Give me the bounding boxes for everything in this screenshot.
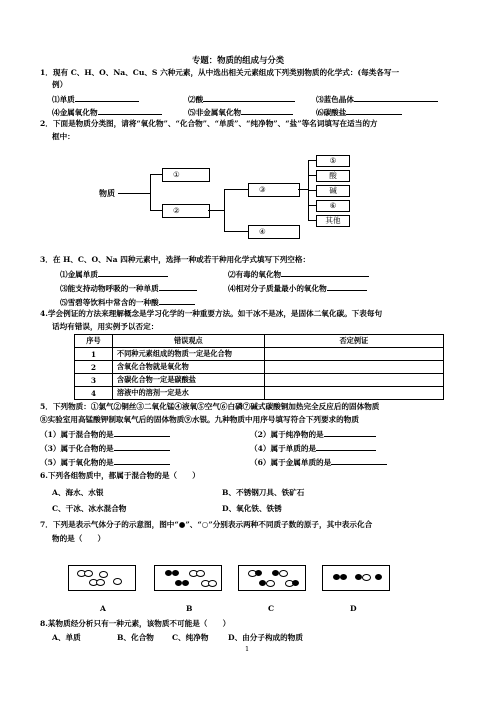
- q1-text-line2: 例）: [52, 80, 68, 89]
- q4-text-line2: 话均有错误，用实例予以否定：: [52, 322, 159, 331]
- diagram-leaf-2: 酸: [316, 170, 350, 182]
- q5-text-line2: ⑧实验室用高锰酸钾制取氧气后的固体物质⑨水银。九种物质中用序号填写符合下列要求的物质: [40, 415, 359, 424]
- answer-blank[interactable]: [114, 428, 170, 437]
- diagram-box-4[interactable]: ④: [248, 225, 300, 239]
- q4-text-line1: 4.学会例证的方法来理解概念是学习化学的一种重要方法。如干冰不是冰，是固体二氧化碳。下表每句: [40, 309, 383, 318]
- q2-text-line1: 2．下面是物质分类图，请将“氧化物”、“化合物”、“单质”、“纯净物”、“盐”等名词填写在适当的方: [40, 119, 378, 128]
- q3-text-line1: 3．在 H、C、O、Na 四种元素中，选择一种或若干种用化学式填写下列空格：: [40, 255, 311, 264]
- table-row: 2 含氧化合物就是氧化物: [75, 361, 444, 374]
- q6-option-b[interactable]: B、不锈钢刀具、铁矿石: [222, 488, 305, 497]
- answer-blank[interactable]: [114, 442, 170, 451]
- answer-blank[interactable]: [241, 106, 293, 115]
- answer-cell[interactable]: [264, 374, 443, 387]
- answer-cell[interactable]: [264, 348, 443, 361]
- q8-option-d[interactable]: D、由分子构成的物质: [228, 633, 303, 642]
- diagram-leaf-4[interactable]: ⑥: [316, 200, 350, 212]
- table-row: 1 不同种元素组成的物质一定是化合物: [75, 348, 444, 361]
- answer-blank[interactable]: [98, 106, 162, 115]
- answer-cell[interactable]: [264, 361, 443, 374]
- answer-blank[interactable]: [316, 442, 376, 451]
- molecule-diagram-a[interactable]: [68, 565, 136, 591]
- answer-blank[interactable]: [75, 93, 139, 102]
- answer-blank[interactable]: [281, 268, 369, 277]
- q5-item-2: （2）属于纯净物的是: [250, 428, 376, 440]
- q8-option-c[interactable]: C、纯净物: [172, 633, 209, 642]
- q5-item-1: （1）属于混合物的是: [40, 428, 170, 440]
- page-number: 1: [245, 645, 250, 653]
- q1-item-2: ⑵酸: [188, 93, 295, 105]
- diagram-root-label: 物质: [99, 188, 115, 198]
- answer-cell[interactable]: [264, 387, 443, 400]
- q7-label-b: B: [186, 604, 193, 613]
- header-error: 错误观点: [112, 335, 264, 348]
- diagram-leaf-5: 其他: [316, 215, 350, 227]
- q1-item-4: ⑷金属氧化物: [52, 106, 162, 118]
- q1-item-3: ⑶蓝色晶体: [316, 93, 438, 105]
- table-row: 4 溶液中的溶剂一定是水: [75, 387, 444, 400]
- q8-text-line1: 8.某物质经分析只有一种元素，该物质不可能是（ ）: [40, 619, 231, 628]
- q6-option-a[interactable]: A、海水、水银: [52, 488, 104, 497]
- answer-blank[interactable]: [346, 106, 402, 115]
- q8-option-a[interactable]: A、单质: [52, 633, 81, 642]
- answer-blank[interactable]: [114, 456, 170, 465]
- q5-item-3: （3）属于化合物的是: [40, 442, 170, 454]
- diagram-box-2[interactable]: ②: [162, 204, 210, 218]
- answer-blank[interactable]: [327, 282, 367, 291]
- error-table: [74, 334, 444, 400]
- answer-blank[interactable]: [159, 282, 197, 291]
- page-title: 专题：物质的组成与分类: [192, 55, 285, 65]
- answer-blank[interactable]: [203, 93, 295, 102]
- q1-item-1: ⑴单质: [52, 93, 139, 105]
- header-counter: 否定例证: [264, 335, 443, 348]
- q6-text-line1: 6.下列各组物质中，都属于混合物的是（ ）: [40, 471, 200, 480]
- q5-text-line1: 5．下列物质：①氯气②铜丝③二氧化锰④液氧⑤空气⑥白磷⑦碱式碳酸铜加热完全反应后的固体物质: [40, 402, 380, 411]
- q8-option-b[interactable]: B、化合物: [117, 633, 154, 642]
- molecule-diagram-b[interactable]: [154, 565, 222, 591]
- answer-blank[interactable]: [98, 268, 168, 277]
- q1-item-6: ⑹碳酸盐: [316, 106, 402, 118]
- q5-item-6: （6）属于金属单质的是: [250, 456, 387, 468]
- q5-item-4: （4）属于单质的是: [250, 442, 376, 454]
- diagram-leaf-1[interactable]: ⑤: [316, 155, 350, 167]
- q3-item-5: ⑸雪碧等饮料中常含的一种酸: [60, 296, 195, 308]
- answer-blank[interactable]: [354, 93, 438, 102]
- q7-label-c: C: [268, 604, 275, 613]
- table-row: 3 含碳化合物一定是碳酸盐: [75, 374, 444, 387]
- q7-label-a: A: [100, 604, 106, 613]
- q1-text-line1: 1．现有 C、H、O、Na、Cu、S 六种元素，从中选出相关元素组成下列类别物质的化学式：(每类各写一: [40, 68, 400, 77]
- q6-option-c[interactable]: C、干冰、冰水混合物: [52, 504, 127, 513]
- header-no: 序号: [75, 335, 113, 348]
- q7-text-line1: 7．下列是表示气体分子的示意图，图中“●”、“○”分别表示两种不同质子数的原子，其中表示化合: [40, 520, 373, 529]
- molecule-diagram-d[interactable]: [322, 565, 390, 591]
- q6-option-d[interactable]: D、氧化铁、铁锈: [222, 504, 282, 513]
- table-header-row: [75, 335, 444, 348]
- q7-text-line2: 物的是（ ）: [52, 534, 106, 543]
- q3-item-1: ⑴金属单质: [60, 268, 168, 280]
- q3-item-2: ⑵有毒的氧化物: [228, 268, 369, 280]
- answer-blank[interactable]: [324, 428, 376, 437]
- diagram-box-1[interactable]: ①: [162, 168, 210, 182]
- molecule-diagram-c[interactable]: [238, 565, 306, 591]
- diagram-leaf-3: 碱: [316, 185, 350, 197]
- q1-item-5: ⑸非金属氧化物: [188, 106, 293, 118]
- answer-blank[interactable]: [159, 296, 195, 305]
- answer-blank[interactable]: [331, 456, 387, 465]
- q7-label-d: D: [350, 604, 357, 613]
- q2-text-line2: 框中：: [52, 132, 75, 141]
- q3-item-3: ⑶能支持动物呼吸的一种单质: [60, 282, 197, 294]
- q3-item-4: ⑷相对分子质量最小的氧化物: [228, 282, 367, 294]
- diagram-box-3[interactable]: ③: [248, 183, 300, 197]
- q5-item-5: （5）属于氧化物的是: [40, 456, 170, 468]
